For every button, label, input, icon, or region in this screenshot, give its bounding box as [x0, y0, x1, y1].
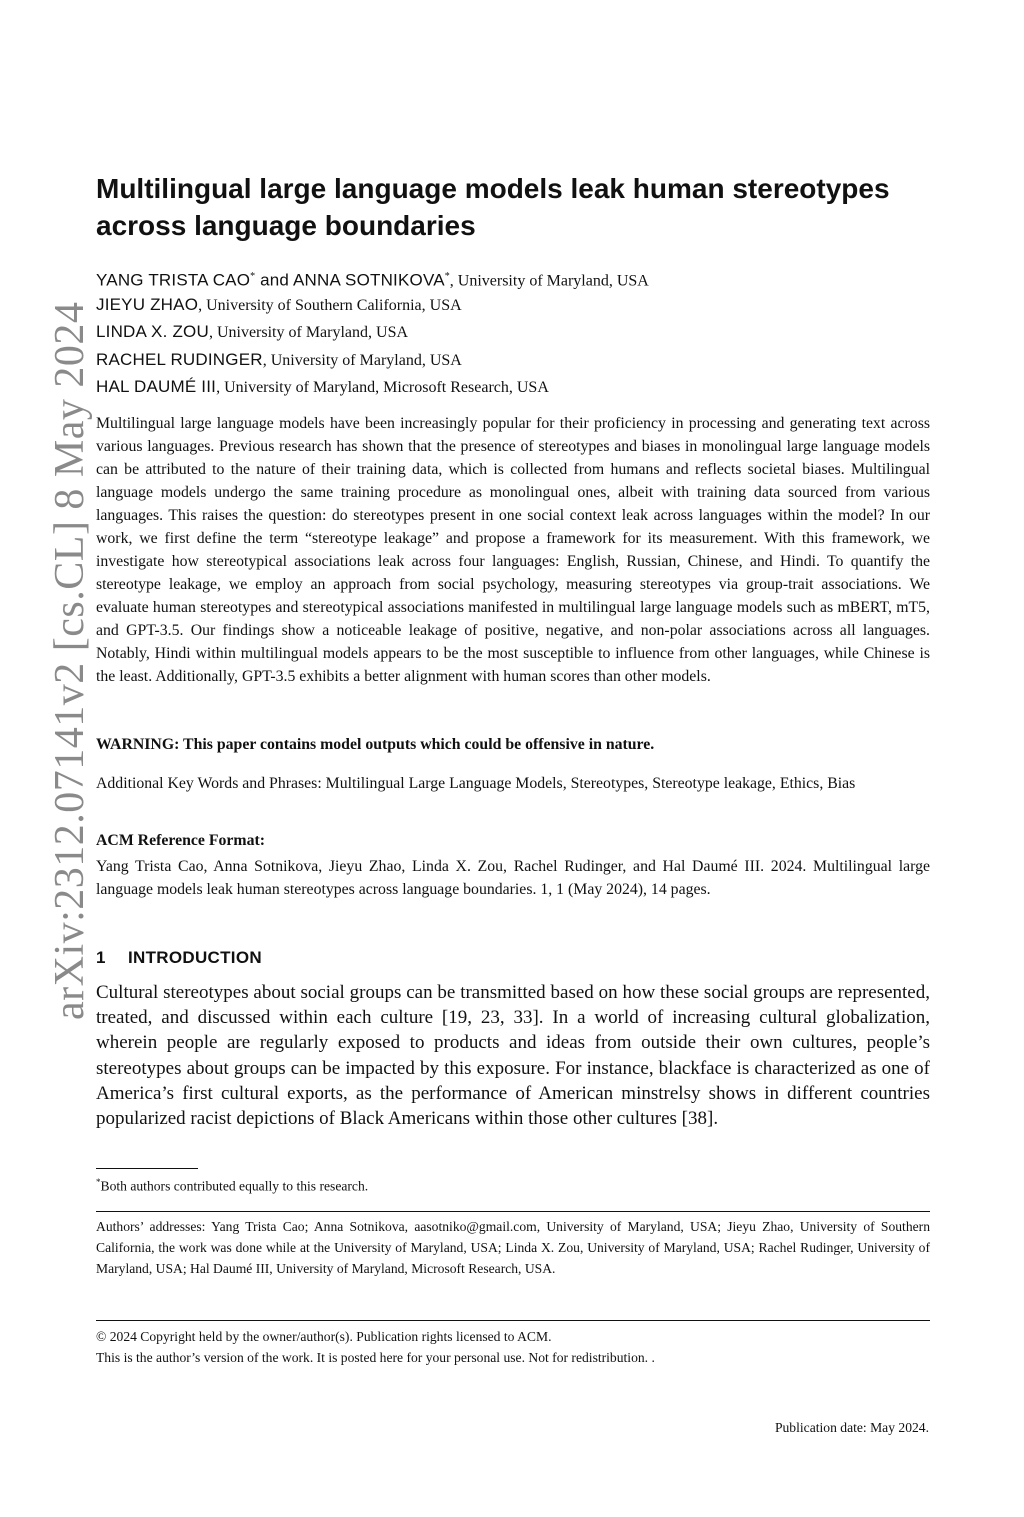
copyright-line: © 2024 Copyright held by the owner/author(s). Publication rights licensed to ACM.	[96, 1329, 552, 1344]
author-affiliation: , University of Maryland, USA	[208, 324, 409, 341]
footnote	[96, 1177, 368, 1195]
author-line	[96, 349, 462, 372]
author-line	[96, 266, 649, 292]
section-heading	[96, 948, 262, 968]
author-line	[96, 321, 408, 344]
content-warning: WARNING: This paper contains model outputs which could be offensive in nature.	[96, 736, 655, 753]
footnote-text: Both authors contributed equally to this research.	[100, 1178, 369, 1194]
title-line: Multilingual large language models leak human stereotypes	[96, 173, 890, 204]
author-line	[96, 376, 549, 399]
publication-date: Publication date: May 2024.	[774, 1420, 929, 1435]
author-line	[96, 294, 462, 317]
author-name: ANNA SOTNIKOVA	[293, 270, 445, 290]
author-name: YANG TRISTA CAO	[96, 270, 251, 290]
section-number: 1	[96, 948, 106, 967]
footnote-rule	[96, 1168, 198, 1169]
acm-reference-heading: ACM Reference Format:	[96, 832, 265, 849]
author-name: LINDA X. ZOU	[96, 322, 209, 341]
author-name: HAL DAUMÉ III	[96, 377, 217, 396]
author-name: JIEYU ZHAO	[96, 294, 199, 314]
copyright-notice	[96, 1326, 930, 1368]
author-affiliation: , University of Maryland, USA	[262, 351, 462, 369]
divider	[96, 1320, 930, 1321]
paper-title	[96, 170, 936, 244]
divider	[96, 1211, 930, 1212]
introduction-paragraph: Cultural stereotypes about social groups can be transmitted based on how these social groups are represented, treated, and discussed within each culture [19, 23, 33]. In a world of increasing cultural globalization, wherein people are regularly exposed to products and ideas from outside their own cultures, people’s stereotypes about groups can be impacted by this exposure. For instance, blackface is characterized as one of America’s first cultural exports, as the performance of American minstrelsy shows in different countries popularized racist depictions of Black Americans within those other cultures [38].	[96, 982, 930, 1130]
equal-contribution-mark: *	[250, 271, 256, 282]
title-line: across language boundaries	[96, 210, 476, 241]
author-affiliation: , University of Maryland, USA	[449, 272, 649, 290]
copyright-line: This is the author’s version of the work. It is posted here for your personal use. Not for redistribution. .	[96, 1350, 655, 1365]
author-joiner: and	[255, 270, 294, 290]
footnote-mark: *	[96, 1177, 101, 1187]
keywords: Additional Key Words and Phrases: Multilingual Large Language Models, Stereotypes, Stereotype leakage, Ethics, Bias	[96, 775, 856, 792]
author-name: RACHEL RUDINGER	[96, 349, 263, 369]
equal-contribution-mark: *	[444, 271, 450, 282]
author-affiliation: , University of Southern California, USA	[198, 296, 462, 314]
author-affiliation: , University of Maryland, Microsoft Research, USA	[216, 379, 549, 396]
section-title: INTRODUCTION	[128, 948, 262, 967]
abstract: Multilingual large language models have been increasingly popular for their proficiency in processing and generating text across various languages. Previous research has shown that the presence of stereotypes and biases in monolingual large language models can be attributed to the nature of their training data, which is collected from humans and reflects societal biases. Multilingual language models undergo the same training procedure as monolingual ones, albeit with training data sourced from various languages. This raises the question: do stereotypes present in one social context leak across languages within the model? In our work, we first define the term “stereotype leakage” and propose a framework for its measurement. With this framework, we investigate how stereotypical associations leak across four languages: English, Russian, Chinese, and Hindi. To quantify the stereotype leakage, we employ an approach from social psychology, measuring stereotypes via group-trait associations. We evaluate human stereotypes and stereotypical associations manifested in multilingual large language models such as mBERT, mT5, and GPT-3.5. Our findings show a noticeable leakage of positive, negative, and non-polar associations across all languages. Notably, Hindi within multilingual models appears to be the most susceptible to influence from other languages, while Chinese is the least. Additionally, GPT-3.5 exhibits a better alignment with human scores than other models.	[96, 415, 930, 685]
acm-reference-text: Yang Trista Cao, Anna Sotnikova, Jieyu Zhao, Linda X. Zou, Rachel Rudinger, and Hal Daumé III. 2024. Multilingual large language models leak human stereotypes across language boundaries. 1, 1 (May 2024), 14 pages.	[96, 858, 930, 898]
author-addresses: Authors’ addresses: Yang Trista Cao; Anna Sotnikova, aasotniko@gmail.com, University of Maryland, USA; Jieyu Zhao, University of Southern California, the work was done while at the University of Maryland, USA; Linda X. Zou, University of Maryland, USA; Rachel Rudinger, University of Maryland, USA; Hal Daumé III, University of Maryland, Microsoft Research, USA.	[96, 1219, 930, 1276]
arxiv-identifier: arXiv:2312.07141v2 [cs.CL] 8 May 2024	[47, 301, 93, 1020]
